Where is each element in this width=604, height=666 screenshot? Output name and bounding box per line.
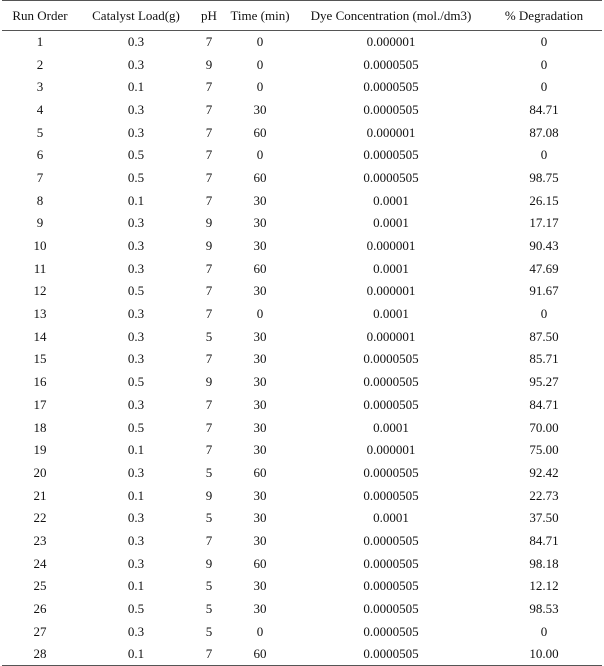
cell-run-order: 13 bbox=[33, 306, 47, 322]
cell-degradation: 98.53 bbox=[529, 601, 559, 617]
cell-time: 0 bbox=[256, 34, 264, 50]
cell-catalyst-load: 0.3 bbox=[127, 351, 145, 367]
cell-degradation: 84.71 bbox=[529, 396, 559, 412]
cell-run-order: 26 bbox=[33, 601, 47, 617]
cell-run-order: 1 bbox=[36, 34, 44, 50]
cell-catalyst-load: 0.5 bbox=[127, 147, 145, 163]
table-row bbox=[2, 76, 602, 99]
cell-dye-concentration: 0.0000505 bbox=[363, 101, 419, 117]
table-row bbox=[2, 303, 602, 326]
cell-run-order: 11 bbox=[33, 260, 47, 276]
cell-dye-concentration: 0.0001 bbox=[373, 192, 409, 208]
cell-catalyst-load: 0.3 bbox=[127, 34, 145, 50]
cell-catalyst-load: 0.3 bbox=[127, 328, 145, 344]
cell-dye-concentration: 0.0000505 bbox=[296, 643, 486, 666]
header-dye-concentration: Dye Concentration (mol./dm3) bbox=[296, 1, 486, 31]
cell-time: 60 bbox=[224, 643, 296, 666]
cell-dye-concentration: 0.000001 bbox=[366, 442, 416, 458]
cell-degradation: 37.50 bbox=[529, 510, 559, 526]
cell-run-order: 12 bbox=[33, 283, 47, 299]
cell-time: 30 bbox=[253, 532, 267, 548]
cell-ph: 5 bbox=[205, 464, 213, 480]
cell-run-order: 21 bbox=[33, 487, 47, 503]
cell-catalyst-load: 0.3 bbox=[127, 532, 145, 548]
header-degradation: % Degradation bbox=[486, 1, 602, 31]
cell-time: 30 bbox=[253, 101, 267, 117]
cell-run-order: 15 bbox=[33, 351, 47, 367]
cell-catalyst-load: 0.3 bbox=[127, 260, 145, 276]
table-row bbox=[2, 394, 602, 417]
table-row bbox=[2, 598, 602, 621]
table-row bbox=[2, 325, 602, 348]
table-row bbox=[2, 99, 602, 122]
cell-dye-concentration: 0.0000505 bbox=[363, 374, 419, 390]
cell-time: 0 bbox=[256, 306, 264, 322]
cell-degradation: 10.00 bbox=[486, 643, 602, 666]
cell-ph: 7 bbox=[205, 169, 213, 185]
cell-time: 30 bbox=[253, 192, 267, 208]
cell-time: 30 bbox=[253, 419, 267, 435]
cell-run-order: 16 bbox=[33, 374, 47, 390]
cell-ph: 9 bbox=[205, 238, 213, 254]
cell-catalyst-load: 0.5 bbox=[127, 169, 145, 185]
cell-time: 60 bbox=[253, 169, 267, 185]
cell-degradation: 90.43 bbox=[529, 238, 559, 254]
table-row bbox=[2, 552, 602, 575]
cell-degradation: 70.00 bbox=[529, 419, 559, 435]
cell-degradation: 0 bbox=[540, 56, 548, 72]
cell-time: 30 bbox=[253, 238, 267, 254]
cell-dye-concentration: 0.0000505 bbox=[363, 578, 419, 594]
cell-run-order: 2 bbox=[36, 56, 44, 72]
cell-degradation: 12.12 bbox=[529, 578, 559, 594]
cell-catalyst-load: 0.3 bbox=[127, 56, 145, 72]
cell-degradation: 0 bbox=[540, 147, 548, 163]
cell-dye-concentration: 0.000001 bbox=[366, 328, 416, 344]
cell-catalyst-load: 0.3 bbox=[127, 555, 145, 571]
cell-degradation: 75.00 bbox=[529, 442, 559, 458]
cell-catalyst-load: 0.5 bbox=[127, 601, 145, 617]
cell-dye-concentration: 0.0000505 bbox=[363, 532, 419, 548]
cell-dye-concentration: 0.0000505 bbox=[363, 601, 419, 617]
cell-time: 30 bbox=[253, 215, 267, 231]
cell-run-order: 24 bbox=[33, 555, 47, 571]
cell-ph: 7 bbox=[205, 396, 213, 412]
cell-ph: 7 bbox=[205, 260, 213, 276]
table-row bbox=[2, 575, 602, 598]
cell-catalyst-load: 0.3 bbox=[127, 238, 145, 254]
cell-ph: 9 bbox=[205, 374, 213, 390]
table-row bbox=[2, 620, 602, 643]
table-row bbox=[2, 121, 602, 144]
table-row bbox=[2, 416, 602, 439]
cell-catalyst-load: 0.5 bbox=[127, 374, 145, 390]
cell-dye-concentration: 0.000001 bbox=[366, 238, 416, 254]
cell-time: 30 bbox=[253, 510, 267, 526]
cell-run-order: 5 bbox=[36, 124, 44, 140]
cell-ph: 5 bbox=[205, 328, 213, 344]
cell-dye-concentration: 0.000001 bbox=[366, 124, 416, 140]
table-row bbox=[2, 212, 602, 235]
cell-run-order: 3 bbox=[36, 79, 44, 95]
cell-catalyst-load: 0.5 bbox=[127, 419, 145, 435]
cell-degradation: 87.08 bbox=[529, 124, 559, 140]
cell-ph: 5 bbox=[205, 623, 213, 639]
cell-ph: 7 bbox=[205, 124, 213, 140]
cell-catalyst-load: 0.3 bbox=[127, 101, 145, 117]
cell-time: 30 bbox=[253, 374, 267, 390]
cell-time: 60 bbox=[253, 464, 267, 480]
cell-time: 30 bbox=[253, 396, 267, 412]
cell-time: 30 bbox=[253, 442, 267, 458]
cell-time: 0 bbox=[256, 623, 264, 639]
cell-run-order: 4 bbox=[36, 101, 44, 117]
cell-time: 30 bbox=[253, 601, 267, 617]
cell-catalyst-load: 0.1 bbox=[127, 79, 145, 95]
cell-ph: 9 bbox=[205, 215, 213, 231]
cell-ph: 7 bbox=[205, 283, 213, 299]
cell-dye-concentration: 0.0001 bbox=[373, 419, 409, 435]
table-row bbox=[2, 235, 602, 258]
table-row bbox=[2, 484, 602, 507]
cell-catalyst-load: 0.3 bbox=[127, 215, 145, 231]
cell-catalyst-load: 0.3 bbox=[127, 510, 145, 526]
cell-run-order: 19 bbox=[33, 442, 47, 458]
cell-dye-concentration: 0.0001 bbox=[373, 306, 409, 322]
cell-ph: 7 bbox=[205, 101, 213, 117]
cell-ph: 9 bbox=[205, 555, 213, 571]
cell-run-order: 17 bbox=[33, 396, 47, 412]
cell-time: 30 bbox=[253, 283, 267, 299]
cell-degradation: 17.17 bbox=[529, 215, 559, 231]
cell-dye-concentration: 0.0000505 bbox=[363, 79, 419, 95]
header-row bbox=[2, 1, 602, 31]
cell-catalyst-load: 0.1 bbox=[127, 192, 145, 208]
cell-dye-concentration: 0.0000505 bbox=[363, 56, 419, 72]
table-row bbox=[2, 167, 602, 190]
cell-ph: 5 bbox=[205, 510, 213, 526]
cell-time: 30 bbox=[253, 328, 267, 344]
cell-degradation: 84.71 bbox=[529, 101, 559, 117]
cell-ph: 7 bbox=[205, 419, 213, 435]
cell-degradation: 87.50 bbox=[529, 328, 559, 344]
table-row bbox=[2, 53, 602, 76]
cell-degradation: 47.69 bbox=[529, 260, 559, 276]
cell-degradation: 0 bbox=[540, 79, 548, 95]
cell-degradation: 0 bbox=[540, 306, 548, 322]
cell-run-order: 6 bbox=[36, 147, 44, 163]
cell-dye-concentration: 0.0000505 bbox=[363, 169, 419, 185]
cell-time: 60 bbox=[253, 124, 267, 140]
table-row bbox=[2, 144, 602, 167]
table-body bbox=[2, 31, 602, 666]
cell-ph: 7 bbox=[205, 532, 213, 548]
table-row bbox=[2, 462, 602, 485]
cell-degradation: 22.73 bbox=[529, 487, 559, 503]
cell-ph: 7 bbox=[205, 306, 213, 322]
header-run-order: Run Order bbox=[2, 1, 78, 31]
cell-time: 60 bbox=[253, 555, 267, 571]
cell-time: 0 bbox=[256, 56, 264, 72]
table-row bbox=[2, 643, 602, 666]
cell-catalyst-load: 0.3 bbox=[127, 464, 145, 480]
cell-dye-concentration: 0.0000505 bbox=[363, 351, 419, 367]
cell-degradation: 0 bbox=[540, 623, 548, 639]
cell-dye-concentration: 0.0001 bbox=[373, 510, 409, 526]
header-time: Time (min) bbox=[224, 1, 296, 31]
cell-catalyst-load: 0.3 bbox=[127, 306, 145, 322]
table-row bbox=[2, 371, 602, 394]
cell-dye-concentration: 0.0001 bbox=[373, 260, 409, 276]
cell-catalyst-load: 0.1 bbox=[127, 487, 145, 503]
cell-run-order: 28 bbox=[2, 643, 78, 666]
cell-degradation: 98.18 bbox=[529, 555, 559, 571]
cell-ph: 7 bbox=[205, 79, 213, 95]
cell-run-order: 10 bbox=[33, 238, 47, 254]
cell-ph: 5 bbox=[205, 578, 213, 594]
experiment-results-table bbox=[2, 0, 602, 666]
cell-run-order: 25 bbox=[33, 578, 47, 594]
cell-catalyst-load: 0.3 bbox=[127, 124, 145, 140]
cell-degradation: 95.27 bbox=[529, 374, 559, 390]
cell-ph: 5 bbox=[205, 601, 213, 617]
cell-degradation: 91.67 bbox=[529, 283, 559, 299]
table-row bbox=[2, 31, 602, 54]
cell-dye-concentration: 0.0001 bbox=[373, 215, 409, 231]
cell-dye-concentration: 0.0000505 bbox=[363, 487, 419, 503]
cell-degradation: 85.71 bbox=[529, 351, 559, 367]
cell-catalyst-load: 0.1 bbox=[127, 442, 145, 458]
cell-degradation: 98.75 bbox=[529, 169, 559, 185]
table-row bbox=[2, 507, 602, 530]
cell-degradation: 92.42 bbox=[529, 464, 559, 480]
table-row bbox=[2, 280, 602, 303]
cell-ph: 9 bbox=[205, 56, 213, 72]
cell-ph: 7 bbox=[205, 351, 213, 367]
table-row bbox=[2, 189, 602, 212]
cell-run-order: 7 bbox=[36, 169, 44, 185]
cell-time: 30 bbox=[253, 351, 267, 367]
cell-run-order: 20 bbox=[33, 464, 47, 480]
cell-dye-concentration: 0.0000505 bbox=[363, 555, 419, 571]
cell-time: 30 bbox=[253, 578, 267, 594]
cell-ph: 7 bbox=[205, 147, 213, 163]
table-row bbox=[2, 257, 602, 280]
cell-time: 60 bbox=[253, 260, 267, 276]
cell-dye-concentration: 0.000001 bbox=[366, 34, 416, 50]
cell-run-order: 18 bbox=[33, 419, 47, 435]
cell-degradation: 0 bbox=[540, 34, 548, 50]
cell-catalyst-load: 0.3 bbox=[127, 396, 145, 412]
cell-dye-concentration: 0.0000505 bbox=[363, 464, 419, 480]
cell-time: 0 bbox=[256, 79, 264, 95]
cell-run-order: 23 bbox=[33, 532, 47, 548]
cell-dye-concentration: 0.0000505 bbox=[363, 623, 419, 639]
cell-run-order: 27 bbox=[33, 623, 47, 639]
header-ph: pH bbox=[194, 1, 224, 31]
cell-catalyst-load: 0.5 bbox=[127, 283, 145, 299]
cell-ph: 7 bbox=[194, 643, 224, 666]
cell-catalyst-load: 0.1 bbox=[78, 643, 194, 666]
header-catalyst-load: Catalyst Load(g) bbox=[78, 1, 194, 31]
cell-run-order: 22 bbox=[33, 510, 47, 526]
table-row bbox=[2, 439, 602, 462]
cell-catalyst-load: 0.3 bbox=[127, 623, 145, 639]
cell-ph: 7 bbox=[205, 34, 213, 50]
cell-run-order: 14 bbox=[33, 328, 47, 344]
table-row bbox=[2, 530, 602, 553]
cell-degradation: 26.15 bbox=[529, 192, 559, 208]
table-row bbox=[2, 348, 602, 371]
cell-dye-concentration: 0.000001 bbox=[366, 283, 416, 299]
table-header bbox=[2, 1, 602, 31]
cell-time: 0 bbox=[256, 147, 264, 163]
cell-ph: 7 bbox=[205, 192, 213, 208]
cell-run-order: 9 bbox=[36, 215, 44, 231]
cell-run-order: 8 bbox=[36, 192, 44, 208]
cell-dye-concentration: 0.0000505 bbox=[363, 147, 419, 163]
cell-time: 30 bbox=[253, 487, 267, 503]
cell-dye-concentration: 0.0000505 bbox=[363, 396, 419, 412]
cell-ph: 9 bbox=[205, 487, 213, 503]
cell-catalyst-load: 0.1 bbox=[127, 578, 145, 594]
cell-degradation: 84.71 bbox=[529, 532, 559, 548]
cell-ph: 7 bbox=[205, 442, 213, 458]
